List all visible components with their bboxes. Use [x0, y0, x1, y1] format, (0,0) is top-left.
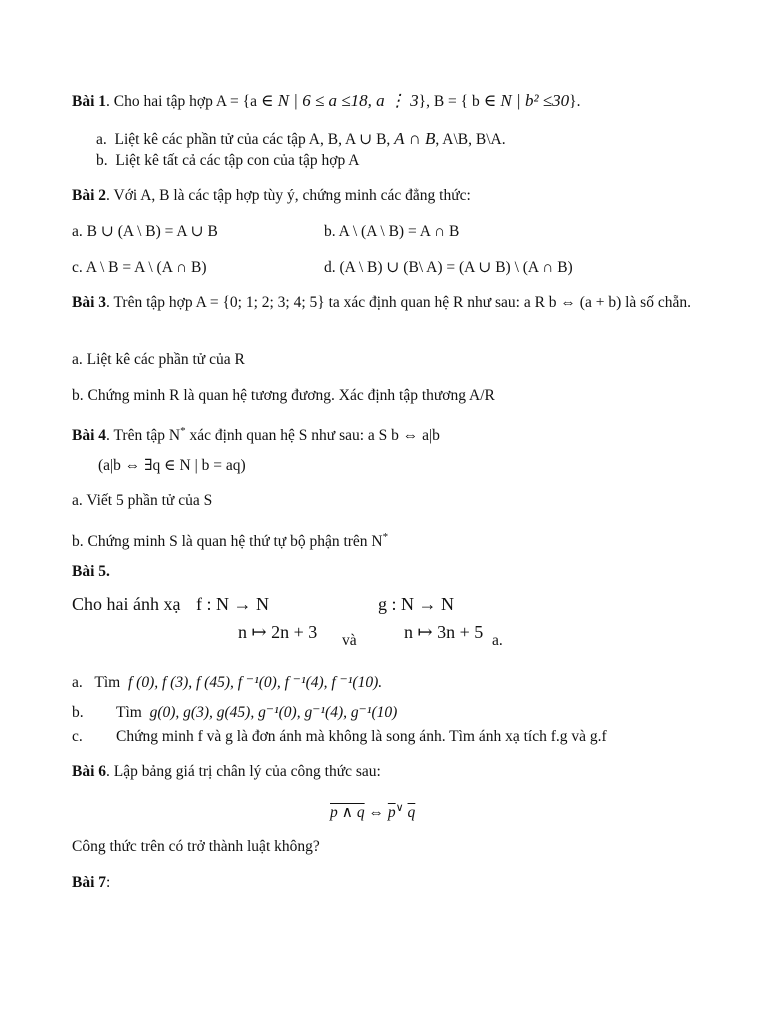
- b5-conjunction: và: [342, 632, 357, 649]
- b2-item-c: c. A \ B = A \ (A ∩ B): [72, 259, 207, 276]
- b5-intro: Cho hai ánh xạ: [72, 594, 181, 614]
- b6-formula: [330, 797, 415, 824]
- b2-item-d: d. (A \ B) ∪ (B\ A) = (A ∪ B) \ (A ∩ B): [324, 259, 573, 276]
- b4-item-b: [72, 526, 388, 553]
- b5-item-b-body: [116, 702, 397, 724]
- b1-set-b-condition: ∈ N | b² ≤30: [483, 91, 570, 110]
- b1-set-a-condition: ∈ N | 6 ≤ a ≤18, a ⋮ 3: [260, 91, 419, 110]
- b6-formula-q: $\overline{q}$: [407, 804, 416, 822]
- b1-item-b-text: Liệt kê tất cả các tập con của tập hợp A: [115, 152, 360, 169]
- b5-item-c-label: c.: [72, 728, 83, 745]
- b2-item-a: a. B ∪ (A \ B) = A ∪ B: [72, 223, 218, 240]
- b4-item-b-sup: *: [382, 531, 389, 543]
- b6-formula-p: $\overline{p}$: [387, 804, 396, 822]
- b6-formula-or: ∨: [395, 802, 404, 814]
- b3-item-a: [72, 349, 245, 371]
- b5-item-a-label: a.: [72, 674, 83, 691]
- b5-item-b-label: b.: [72, 704, 84, 721]
- b5-mapping-block: [72, 592, 672, 652]
- b5-item-c-body: [116, 726, 607, 748]
- b5-f-rule: n ↦ 2n + 3: [238, 622, 318, 642]
- b1-item-a: [96, 128, 506, 151]
- b3-item-b: [72, 385, 495, 407]
- b5-item-a-math: f (0), f (3), f (45), f ⁻¹(0), f ⁻¹(4), f ⁻¹(10).: [127, 674, 383, 691]
- b4-title: Bài 4: [72, 427, 107, 445]
- b1-title: Bài 1: [72, 93, 107, 110]
- b1-item-b: [96, 150, 359, 172]
- b4-definition: [98, 455, 246, 477]
- b4-item-a: [72, 490, 212, 512]
- b2-item-d-row: [324, 257, 573, 279]
- b7-title-row: [72, 872, 110, 894]
- b5-g-rule: n ↦ 3n + 5: [404, 622, 484, 642]
- b4-statement: [72, 420, 440, 447]
- b1-text-before: . Cho hai tập hợp A = {a: [106, 93, 261, 110]
- b5-title-row: [72, 561, 110, 583]
- b2-title: Bài 2: [72, 187, 107, 204]
- b6-formula-op: ⇔: [368, 804, 384, 822]
- b1-item-b-label: b.: [96, 152, 108, 169]
- b6-question: [72, 836, 320, 858]
- b5-item-a-text: Tìm: [94, 674, 121, 691]
- b1-item-a-math: A ∩ B: [394, 129, 436, 148]
- b3-item-b-text: b. Chứng minh R là quan hệ tương đương. Xác định tập thương A/R: [72, 387, 495, 404]
- b1-text-end: }.: [569, 93, 581, 110]
- b4-item-b-text: b. Chứng minh S là quan hệ thứ tự bộ phận trên N: [72, 533, 383, 551]
- b5-item-c: [72, 726, 83, 748]
- b4-def-text: (a|b ⇔ ∃q ∈ N | b = aq): [98, 457, 246, 474]
- b1-item-a-text: Liệt kê các phần tử của các tập A, B, A ∪ B,: [114, 131, 391, 148]
- b3-title: Bài 3: [72, 294, 107, 311]
- b5-item-c-text: Chứng minh f và g là đơn ánh mà không là song ánh. Tìm ánh xạ tích f.g và g.f: [116, 728, 607, 745]
- b5-tail: a.: [492, 632, 503, 649]
- b4-sup: *: [180, 425, 186, 437]
- b3-statement: [72, 292, 692, 314]
- b1-item-a-tail: , A\B, B\A.: [435, 131, 506, 148]
- b5-title: Bài 5.: [72, 563, 110, 580]
- b4-text: . Trên tập N: [106, 427, 181, 445]
- b3-item-a-text: a. Liệt kê các phần tử của R: [72, 351, 245, 368]
- b5-item-b-math: g(0), g(3), g(45), g⁻¹(0), g⁻¹(4), g⁻¹(10): [149, 704, 398, 721]
- b7-colon: :: [106, 874, 111, 891]
- b2-text: . Với A, B là các tập hợp tùy ý, chứng minh các đẳng thức:: [106, 187, 471, 204]
- b1-statement: [72, 90, 580, 113]
- b2-item-b-row: [324, 221, 459, 243]
- b6-question-text: Công thức trên có trở thành luật không?: [72, 838, 320, 855]
- b6-formula-left: p ∧ q: [330, 804, 365, 822]
- b4-text2: xác định quan hệ S như sau: a S b ⇔ a|b: [185, 427, 440, 445]
- b2-item-b: b. A \ (A \ B) = A ∩ B: [324, 223, 460, 240]
- b2-statement: [72, 185, 471, 207]
- b6-title: Bài 6: [72, 763, 107, 780]
- b1-text-mid: }, B = { b: [418, 93, 484, 110]
- b5-item-b: [72, 702, 84, 724]
- b6-text: . Lập bảng giá trị chân lý của công thức sau:: [106, 763, 381, 780]
- b7-title: Bài 7: [72, 874, 107, 891]
- b5-f-signature: f : N → N: [196, 594, 269, 614]
- b5-item-a: [72, 672, 382, 694]
- b5-item-b-text: Tìm: [116, 704, 142, 721]
- b5-g-signature: g : N → N: [378, 594, 454, 614]
- b2-row-1: [72, 221, 218, 243]
- b1-item-a-label: a.: [96, 131, 107, 148]
- b3-text: . Trên tập hợp A = {0; 1; 2; 3; 4; 5} ta xác định quan hệ R như sau: a R b ⇔ (a + b) là số chẵn.: [106, 294, 691, 311]
- b2-row-2: [72, 257, 206, 279]
- b6-statement: [72, 761, 381, 783]
- b4-item-a-text: a. Viết 5 phần tử của S: [72, 492, 213, 509]
